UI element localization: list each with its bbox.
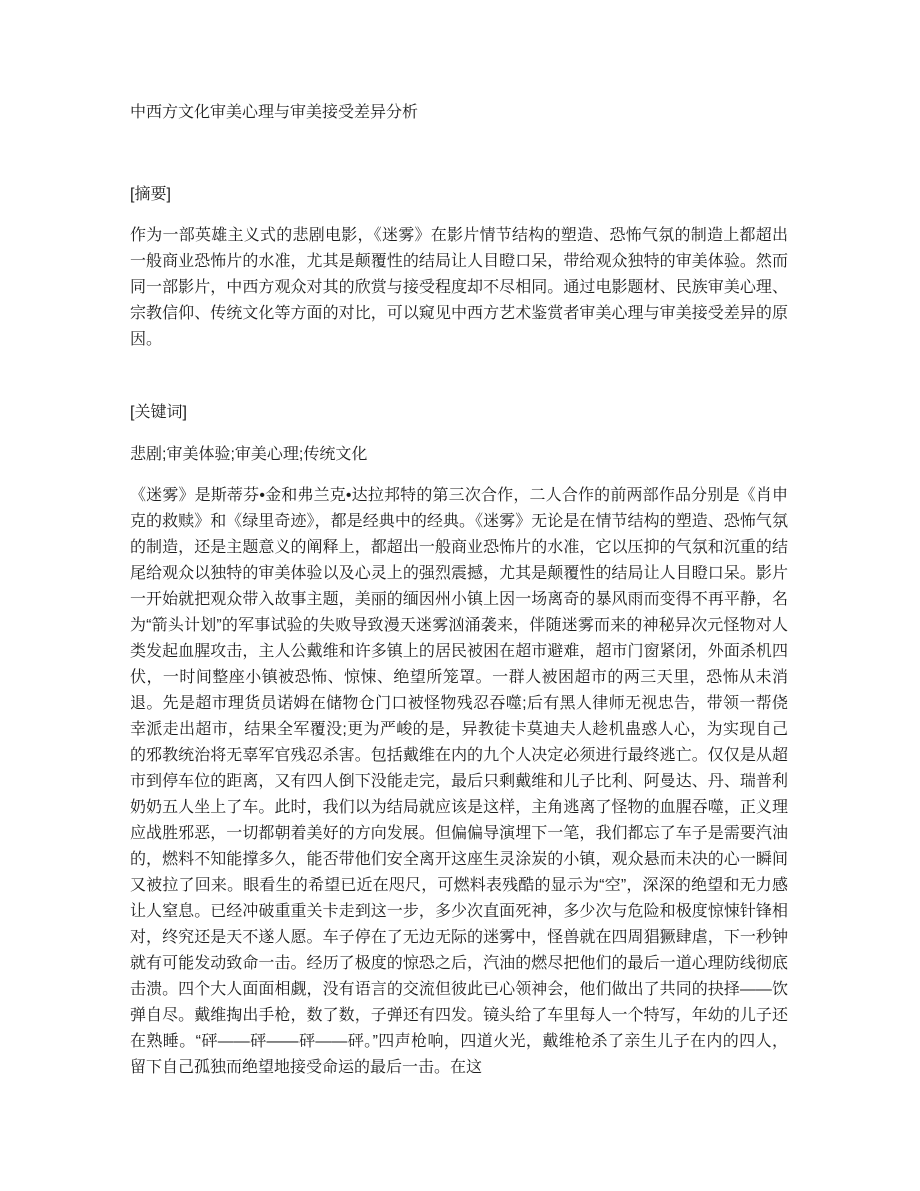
keywords-label: [关键词]	[130, 404, 187, 421]
keywords-text: 悲剧;审美体验;审美心理;传统文化	[130, 446, 368, 463]
document-title: 中西方文化审美心理与审美接受差异分析	[130, 104, 419, 121]
article-body-text: 《迷雾》是斯蒂芬•金和弗兰克•达拉邦特的第三次合作，二人合作的前两部作品分别是《肖申克的救赎》和《绿里奇迹》，都是经典中的经典。《迷雾》无论是在情节结构的塑造、恐怖气氛的制造，还是主题意义的阐释上，都超出一般商业恐怖片的水准，它以压抑的气氛和沉重的结尾给观众以独特的审美体验以及心灵上的强烈震撼，尤其是颠覆性的结局让人目瞪口呆。影片一开始就把观众带入故事主题，美丽的缅因州小镇上因一场离奇的暴风雨而变得不再平静，名为“箭头计划”的军事试验的失败导致漫天迷雾汹涌袭来，伴随迷雾而来的神秘异次元怪物对人类发起血腥攻击，主人公戴维和许多镇上的居民被困在超市避难，超市门窗紧闭，外面杀机四伏，一时间整座小镇被恐怖、惊悚、绝望所笼罩。一群人被困超市的两三天里，恐怖从未消退。先是超市理货员诺姆在储物仓门口被怪物残忍吞噬;后有黑人律师无视忠告，带领一帮侥幸派走出超市，结果全军覆没;更为严峻的是，异教徒卡莫迪夫人趁机蛊惑人心，为实现自己的邪教统治将无辜军官残忍杀害。包括戴维在内的九个人决定必须进行最终逃亡。仅仅是从超市到停车位的距离，又有四人倒下没能走完，最后只剩戴维和儿子比利、阿曼达、丹、瑞普利奶奶五人坐上了车。此时，我们以为结局就应该是这样，主角逃离了怪物的血腥吞噬，正义理应战胜邪恶，一切都朝着美好的方向发展。但偏偏导演埋下一笔，我们都忘了车子是需要汽油的，燃料不知能撑多久，能否带他们安全离开这座生灵涂炭的小镇，观众悬而未决的心一瞬间又被拉了回来。眼看生的希望已近在咫尺，可燃料表残酷的显示为“空”，深深的绝望和无力感让人窒息。已经冲破重重关卡走到这一步，多少次直面死神，多少次与危险和极度惊悚针锋相对，终究还是天不遂人愿。车子停在了无边无际的迷雾中，怪兽就在四周猖獗肆虐，下一秒钟就有可能发动致命一击。经历了极度的惊恐之后，汽油的燃尽把他们的最后一道心理防线彻底击溃。四个大人面面相觑，没有语言的交流但彼此已心领神会，他们做出了共同的抉择——饮弹自尽。戴维掏出手枪，数了数，子弹还有四发。镜头给了车里每人一个特写，年幼的儿子还在熟睡。“砰——砰——砰——砰。”四声枪响，四道火光，戴维枪杀了亲生儿子在内的四人，留下自己孤独而绝望地接受命运的最后一击。在这	[130, 487, 788, 1076]
abstract-label: [摘要]	[130, 186, 171, 203]
abstract-text: 作为一部英雄主义式的悲剧电影，《迷雾》在影片情节结构的塑造、恐怖气氛的制造上都超出一般商业恐怖片的水准，尤其是颠覆性的结局让人目瞪口呆，带给观众独特的审美体验。然而同一部影片，中西方观众对其的欣赏与接受程度却不尽相同。通过电影题材、民族审美心理、宗教信仰、传统文化等方面的对比，可以窥见中西方艺术鉴赏者审美心理与审美接受差异的原因。	[130, 227, 788, 348]
